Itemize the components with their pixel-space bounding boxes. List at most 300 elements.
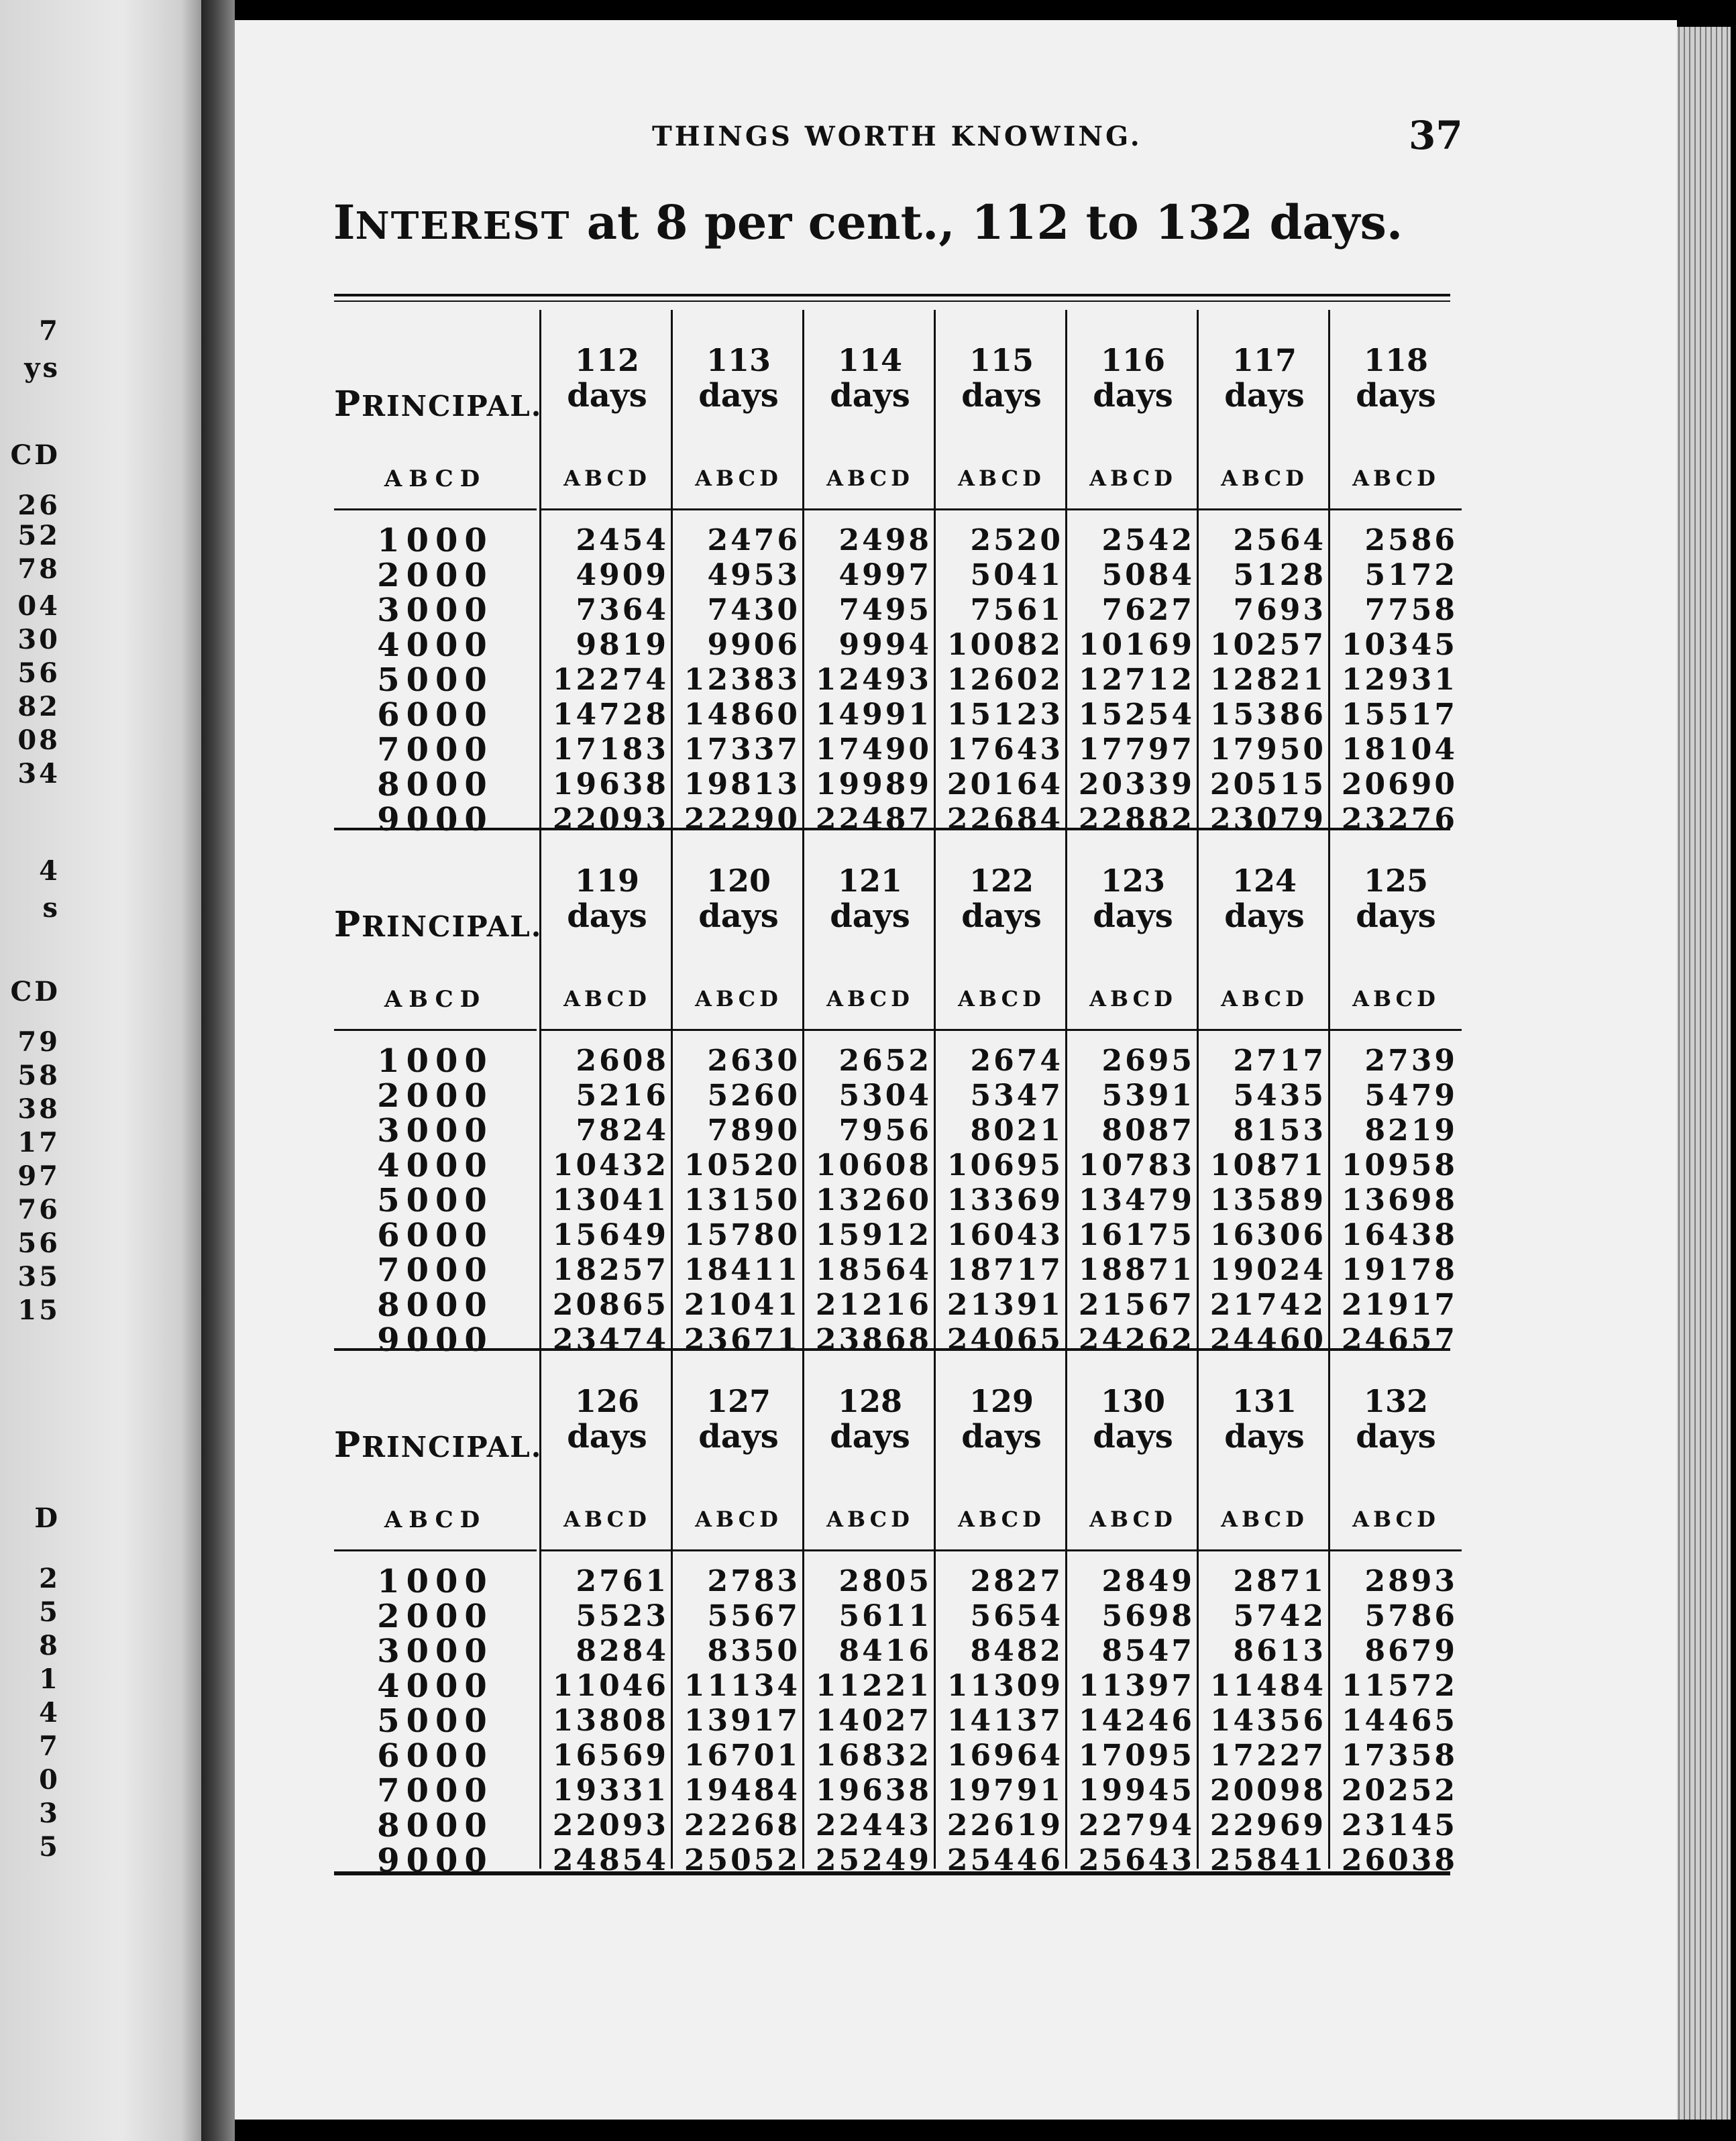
left-page-fragment: 4 xyxy=(39,855,60,887)
principal-column xyxy=(334,1351,543,1879)
interest-cell: 2674 xyxy=(970,1044,1063,1078)
interest-cell: 8679 xyxy=(1364,1634,1458,1668)
running-title: THINGS WORTH KNOWING. xyxy=(652,121,1142,152)
interest-cell: 5567 xyxy=(707,1599,800,1633)
left-page-fragment: 04 xyxy=(17,590,60,622)
principal-label-rest: RINCIPAL. xyxy=(362,910,543,943)
interest-cell: 20098 xyxy=(1209,1773,1326,1808)
header-rule xyxy=(334,1549,537,1551)
interest-cell: 14860 xyxy=(684,698,800,732)
left-page-fragment: 0 xyxy=(39,1764,60,1796)
interest-cell: 9819 xyxy=(576,628,669,662)
interest-cell: 22684 xyxy=(946,802,1063,836)
interest-values xyxy=(1067,1044,1199,1358)
interest-values xyxy=(1330,523,1462,837)
header-rule xyxy=(1067,1029,1199,1031)
interest-cell: 21917 xyxy=(1341,1288,1458,1322)
interest-cell: 5391 xyxy=(1101,1079,1195,1113)
interest-cell: 5128 xyxy=(1233,558,1326,592)
header-rule xyxy=(1330,508,1462,510)
header-rule xyxy=(804,1029,936,1031)
column-letters: ABCD xyxy=(384,986,487,1013)
day-column xyxy=(1065,310,1199,836)
column-letters: ABCD xyxy=(1089,1506,1177,1532)
interest-cell: 10345 xyxy=(1341,628,1458,662)
day-column xyxy=(539,830,673,1357)
left-page-fragment: 58 xyxy=(17,1060,60,1091)
left-page-fragment: 35 xyxy=(17,1261,60,1293)
day-column xyxy=(802,1351,936,1877)
column-letters: ABCD xyxy=(1221,986,1308,1011)
day-column xyxy=(802,830,936,1357)
interest-cell: 26038 xyxy=(1341,1843,1458,1877)
interest-cell: 25249 xyxy=(815,1843,932,1877)
header-rule xyxy=(541,508,673,510)
interest-cell: 11397 xyxy=(1078,1669,1195,1703)
day-number: 131 xyxy=(1232,1383,1297,1419)
header-rule xyxy=(673,508,804,510)
interest-cell: 22487 xyxy=(815,802,932,836)
left-page-fragment: CD xyxy=(10,976,60,1007)
interest-cell: 17643 xyxy=(946,732,1063,767)
day-label: days xyxy=(1224,1418,1305,1456)
interest-cell: 11221 xyxy=(815,1669,932,1703)
day-column xyxy=(1197,1351,1330,1877)
header-rule xyxy=(541,1029,673,1031)
interest-cell: 25446 xyxy=(946,1843,1063,1877)
header-rule xyxy=(1199,508,1330,510)
header-rule xyxy=(541,1549,673,1551)
principal-label-rest: RINCIPAL. xyxy=(362,390,543,423)
interest-cell: 10169 xyxy=(1078,628,1195,662)
principal-rows xyxy=(334,523,537,837)
interest-cell: 9994 xyxy=(838,628,932,662)
interest-cell: 7364 xyxy=(576,593,669,627)
principal-cell: 7000 xyxy=(377,1772,494,1810)
principal-cell: 3000 xyxy=(377,592,494,629)
left-page-fragment: 56 xyxy=(17,1227,60,1259)
interest-cell: 13698 xyxy=(1341,1183,1458,1217)
left-page-fragment: 26 xyxy=(17,490,60,521)
header-rule xyxy=(334,508,537,510)
principal-cell: 4000 xyxy=(377,1147,494,1185)
interest-values xyxy=(1199,1564,1330,1878)
interest-cell: 8547 xyxy=(1101,1634,1195,1668)
day-column xyxy=(1197,830,1330,1357)
interest-cell: 5698 xyxy=(1101,1599,1195,1633)
interest-values xyxy=(1199,523,1330,837)
day-number: 126 xyxy=(574,1383,640,1419)
interest-cell: 10520 xyxy=(684,1148,800,1183)
interest-cell: 14728 xyxy=(552,698,669,732)
interest-cell: 17095 xyxy=(1078,1739,1195,1773)
interest-cell: 20252 xyxy=(1341,1773,1458,1808)
principal-cell: 9000 xyxy=(377,1321,494,1359)
interest-values xyxy=(1067,1564,1199,1878)
interest-cell: 12493 xyxy=(815,663,932,697)
left-page-fragment: 2 xyxy=(39,1563,60,1594)
day-label: days xyxy=(567,1418,647,1456)
day-number: 117 xyxy=(1232,342,1297,378)
day-label: days xyxy=(830,377,910,415)
left-page-fragment: ys xyxy=(24,352,60,384)
left-page-fragment: 7 xyxy=(39,315,60,347)
interest-cell: 2454 xyxy=(576,523,669,557)
interest-cell: 19638 xyxy=(815,1773,932,1808)
principal-column xyxy=(334,830,543,1359)
interest-cell: 4909 xyxy=(576,558,669,592)
column-letters: ABCD xyxy=(563,1506,651,1532)
day-column xyxy=(671,830,804,1357)
interest-cell: 12383 xyxy=(684,663,800,697)
interest-cell: 10082 xyxy=(946,628,1063,662)
interest-cell: 16175 xyxy=(1078,1218,1195,1252)
header-rule xyxy=(804,508,936,510)
interest-cell: 5742 xyxy=(1233,1599,1326,1633)
interest-cell: 2761 xyxy=(576,1564,669,1598)
day-label: days xyxy=(830,897,910,935)
interest-values xyxy=(804,1044,936,1358)
left-page-fragment: 4 xyxy=(39,1697,60,1728)
interest-cell: 19989 xyxy=(815,767,932,802)
interest-cell: 22443 xyxy=(815,1808,932,1843)
column-letters: ABCD xyxy=(958,465,1045,491)
interest-cell: 19024 xyxy=(1209,1253,1326,1287)
day-number: 113 xyxy=(706,342,771,378)
day-column xyxy=(934,830,1067,1357)
interest-cell: 13479 xyxy=(1078,1183,1195,1217)
interest-values xyxy=(1199,1044,1330,1358)
interest-cell: 25841 xyxy=(1209,1843,1326,1877)
column-letters: ABCD xyxy=(826,1506,914,1532)
interest-cell: 8482 xyxy=(970,1634,1063,1668)
interest-cell: 19178 xyxy=(1341,1253,1458,1287)
interest-cell: 2476 xyxy=(707,523,800,557)
left-page-fragment: 1 xyxy=(39,1663,60,1695)
day-label: days xyxy=(698,897,779,935)
column-letters: ABCD xyxy=(384,1506,487,1533)
interest-cell: 8087 xyxy=(1101,1113,1195,1148)
header-rule xyxy=(334,1029,537,1031)
day-column xyxy=(539,310,673,836)
interest-cell: 22268 xyxy=(684,1808,800,1843)
interest-cell: 5084 xyxy=(1101,558,1195,592)
interest-cell: 12602 xyxy=(946,663,1063,697)
header-rule xyxy=(673,1549,804,1551)
interest-cell: 20690 xyxy=(1341,767,1458,802)
column-letters: ABCD xyxy=(1221,1506,1308,1532)
principal-label-lead: P xyxy=(334,1425,362,1466)
principal-cell: 6000 xyxy=(377,696,494,734)
day-label: days xyxy=(1093,377,1173,415)
interest-cell: 2717 xyxy=(1233,1044,1326,1078)
column-letters: ABCD xyxy=(1089,986,1177,1011)
interest-cell: 2608 xyxy=(576,1044,669,1078)
column-letters: ABCD xyxy=(1352,986,1440,1011)
interest-cell: 22290 xyxy=(684,802,800,836)
day-number: 115 xyxy=(969,342,1034,378)
interest-cell: 10257 xyxy=(1209,628,1326,662)
interest-values xyxy=(673,523,804,837)
interest-cell: 8613 xyxy=(1233,1634,1326,1668)
left-page-fragment: 97 xyxy=(17,1160,60,1192)
interest-cell: 21216 xyxy=(815,1288,932,1322)
day-column xyxy=(1065,830,1199,1357)
interest-cell: 18411 xyxy=(684,1253,800,1287)
interest-cell: 2520 xyxy=(970,523,1063,557)
interest-values xyxy=(936,1564,1067,1878)
interest-values xyxy=(804,1564,936,1878)
interest-cell: 22093 xyxy=(552,802,669,836)
header-rule xyxy=(1330,1549,1462,1551)
interest-cell: 19813 xyxy=(684,767,800,802)
interest-cell: 15780 xyxy=(684,1218,800,1252)
left-page-fragment: 08 xyxy=(17,724,60,756)
left-page-fragment: 38 xyxy=(17,1093,60,1125)
column-letters: ABCD xyxy=(1352,465,1440,491)
interest-cell: 8219 xyxy=(1364,1113,1458,1148)
interest-cell: 7627 xyxy=(1101,593,1195,627)
interest-cell: 13808 xyxy=(552,1704,669,1738)
left-page-fragment: 79 xyxy=(17,1026,60,1058)
principal-cell: 7000 xyxy=(377,731,494,769)
interest-cell: 24657 xyxy=(1341,1323,1458,1357)
principal-cell: 5000 xyxy=(377,661,494,699)
interest-cell: 15254 xyxy=(1078,698,1195,732)
interest-cell: 2542 xyxy=(1101,523,1195,557)
interest-cell: 2893 xyxy=(1364,1564,1458,1598)
day-label: days xyxy=(698,377,779,415)
day-number: 123 xyxy=(1100,863,1166,899)
interest-cell: 19791 xyxy=(946,1773,1063,1808)
day-column xyxy=(1065,1351,1199,1877)
interest-cell: 13369 xyxy=(946,1183,1063,1217)
page-title xyxy=(0,195,1736,250)
interest-cell: 14991 xyxy=(815,698,932,732)
column-letters: ABCD xyxy=(695,465,782,491)
interest-cell: 10432 xyxy=(552,1148,669,1183)
column-letters: ABCD xyxy=(563,465,651,491)
interest-cell: 5479 xyxy=(1364,1079,1458,1113)
day-label: days xyxy=(1356,1418,1436,1456)
interest-cell: 21391 xyxy=(946,1288,1063,1322)
interest-cell: 21567 xyxy=(1078,1288,1195,1322)
interest-cell: 23868 xyxy=(815,1323,932,1357)
interest-cell: 8153 xyxy=(1233,1113,1326,1148)
day-number: 128 xyxy=(837,1383,903,1419)
table-top-rule xyxy=(334,294,1450,296)
principal-cell: 3000 xyxy=(377,1633,494,1670)
interest-cell: 22882 xyxy=(1078,802,1195,836)
interest-cell: 5523 xyxy=(576,1599,669,1633)
day-label: days xyxy=(567,897,647,935)
header-rule xyxy=(1199,1029,1330,1031)
interest-cell: 12931 xyxy=(1341,663,1458,697)
interest-cell: 13589 xyxy=(1209,1183,1326,1217)
interest-cell: 2498 xyxy=(838,523,932,557)
interest-cell: 14027 xyxy=(815,1704,932,1738)
title-lead-rest: NTEREST xyxy=(355,204,571,248)
day-number: 130 xyxy=(1100,1383,1166,1419)
interest-cell: 10783 xyxy=(1078,1148,1195,1183)
interest-cell: 5347 xyxy=(970,1079,1063,1113)
interest-cell: 23671 xyxy=(684,1323,800,1357)
left-page-fragment: 34 xyxy=(17,758,60,789)
interest-cell: 2849 xyxy=(1101,1564,1195,1598)
interest-cell: 5041 xyxy=(970,558,1063,592)
interest-cell: 10608 xyxy=(815,1148,932,1183)
interest-cell: 5654 xyxy=(970,1599,1063,1633)
left-page-fragment: 82 xyxy=(17,691,60,722)
principal-cell: 4000 xyxy=(377,626,494,664)
interest-cell: 7956 xyxy=(838,1113,932,1148)
interest-cell: 20339 xyxy=(1078,767,1195,802)
interest-cell: 20865 xyxy=(552,1288,669,1322)
principal-cell: 2000 xyxy=(377,1077,494,1115)
day-number: 119 xyxy=(574,863,640,899)
interest-cell: 17337 xyxy=(684,732,800,767)
interest-cell: 15517 xyxy=(1341,698,1458,732)
interest-cell: 7693 xyxy=(1233,593,1326,627)
left-page-fragment: 5 xyxy=(39,1831,60,1863)
interest-cell: 11134 xyxy=(684,1669,800,1703)
day-label: days xyxy=(698,1418,779,1456)
day-column xyxy=(1328,830,1462,1357)
left-page-fragment: 56 xyxy=(17,657,60,689)
interest-values xyxy=(1067,523,1199,837)
title-lead: I xyxy=(333,195,356,250)
interest-cell: 11484 xyxy=(1209,1669,1326,1703)
interest-cell: 8350 xyxy=(707,1634,800,1668)
principal-header xyxy=(334,1425,543,1466)
day-number: 122 xyxy=(969,863,1034,899)
interest-values xyxy=(541,1044,673,1358)
interest-cell: 12274 xyxy=(552,663,669,697)
interest-cell: 5172 xyxy=(1364,558,1458,592)
interest-cell: 20164 xyxy=(946,767,1063,802)
interest-cell: 11572 xyxy=(1341,1669,1458,1703)
interest-cell: 7890 xyxy=(707,1113,800,1148)
interest-cell: 17358 xyxy=(1341,1739,1458,1773)
interest-cell: 2783 xyxy=(707,1564,800,1598)
day-column xyxy=(1328,310,1462,836)
interest-cell: 10958 xyxy=(1341,1148,1458,1183)
interest-cell: 2695 xyxy=(1101,1044,1195,1078)
left-page-fragment: 17 xyxy=(17,1127,60,1158)
header-rule xyxy=(1067,508,1199,510)
left-page-fragment: s xyxy=(42,892,60,924)
principal-cell: 9000 xyxy=(377,1842,494,1879)
day-number: 118 xyxy=(1363,342,1429,378)
day-label: days xyxy=(830,1418,910,1456)
interest-cell: 22619 xyxy=(946,1808,1063,1843)
day-label: days xyxy=(1093,897,1173,935)
interest-values xyxy=(673,1044,804,1358)
interest-values xyxy=(541,523,673,837)
principal-header xyxy=(334,904,543,945)
interest-cell: 4997 xyxy=(838,558,932,592)
interest-cell: 18257 xyxy=(552,1253,669,1287)
column-letters: ABCD xyxy=(1352,1506,1440,1532)
day-column xyxy=(1328,1351,1462,1877)
principal-label-rest: RINCIPAL. xyxy=(362,1431,543,1464)
interest-cell: 8284 xyxy=(576,1634,669,1668)
interest-cell: 21041 xyxy=(684,1288,800,1322)
interest-cell: 18871 xyxy=(1078,1253,1195,1287)
day-column xyxy=(1197,310,1330,836)
interest-cell: 7824 xyxy=(576,1113,669,1148)
principal-cell: 6000 xyxy=(377,1737,494,1775)
interest-cell: 14246 xyxy=(1078,1704,1195,1738)
interest-cell: 25052 xyxy=(684,1843,800,1877)
interest-table xyxy=(334,294,1458,1879)
interest-cell: 13150 xyxy=(684,1183,800,1217)
principal-column xyxy=(334,310,543,838)
left-page-fragment: 3 xyxy=(39,1798,60,1829)
left-page-fragment: 5 xyxy=(39,1596,60,1628)
interest-values xyxy=(673,1564,804,1878)
column-letters: ABCD xyxy=(826,465,914,491)
interest-cell: 16043 xyxy=(946,1218,1063,1252)
interest-cell: 12712 xyxy=(1078,663,1195,697)
day-label: days xyxy=(1093,1418,1173,1456)
interest-cell: 5304 xyxy=(838,1079,932,1113)
principal-cell: 2000 xyxy=(377,1598,494,1635)
left-page-fragment: 8 xyxy=(39,1630,60,1661)
interest-cell: 7495 xyxy=(838,593,932,627)
interest-cell: 23276 xyxy=(1341,802,1458,836)
interest-cell: 16569 xyxy=(552,1739,669,1773)
book-gutter xyxy=(201,0,235,2141)
interest-values xyxy=(936,523,1067,837)
interest-cell: 5435 xyxy=(1233,1079,1326,1113)
interest-cell: 19331 xyxy=(552,1773,669,1808)
day-number: 116 xyxy=(1100,342,1166,378)
interest-cell: 2630 xyxy=(707,1044,800,1078)
left-page-fragment: 30 xyxy=(17,624,60,655)
day-column xyxy=(671,1351,804,1877)
interest-cell: 2805 xyxy=(838,1564,932,1598)
interest-cell: 17797 xyxy=(1078,732,1195,767)
principal-cell: 1000 xyxy=(377,1563,494,1600)
interest-cell: 17183 xyxy=(552,732,669,767)
interest-cell: 7561 xyxy=(970,593,1063,627)
day-number: 132 xyxy=(1363,1383,1429,1419)
column-letters: ABCD xyxy=(1089,465,1177,491)
day-column xyxy=(934,1351,1067,1877)
day-label: days xyxy=(961,377,1042,415)
interest-cell: 18564 xyxy=(815,1253,932,1287)
title-rest: at 8 per cent., 112 to 132 days. xyxy=(570,195,1403,250)
interest-cell: 18104 xyxy=(1341,732,1458,767)
interest-cell: 15123 xyxy=(946,698,1063,732)
column-letters: ABCD xyxy=(1221,465,1308,491)
page-number: 37 xyxy=(1409,113,1463,158)
header-rule xyxy=(804,1549,936,1551)
interest-cell: 14465 xyxy=(1341,1704,1458,1738)
principal-cell: 1000 xyxy=(377,522,494,559)
interest-cell: 16701 xyxy=(684,1739,800,1773)
day-column xyxy=(934,310,1067,836)
day-number: 124 xyxy=(1232,863,1297,899)
principal-cell: 8000 xyxy=(377,1807,494,1845)
interest-cell: 16438 xyxy=(1341,1218,1458,1252)
left-page-fragment: CD xyxy=(10,439,60,471)
interest-cell: 24065 xyxy=(946,1323,1063,1357)
day-number: 127 xyxy=(706,1383,771,1419)
left-page-fragment: D xyxy=(34,1502,60,1534)
column-letters: ABCD xyxy=(695,986,782,1011)
